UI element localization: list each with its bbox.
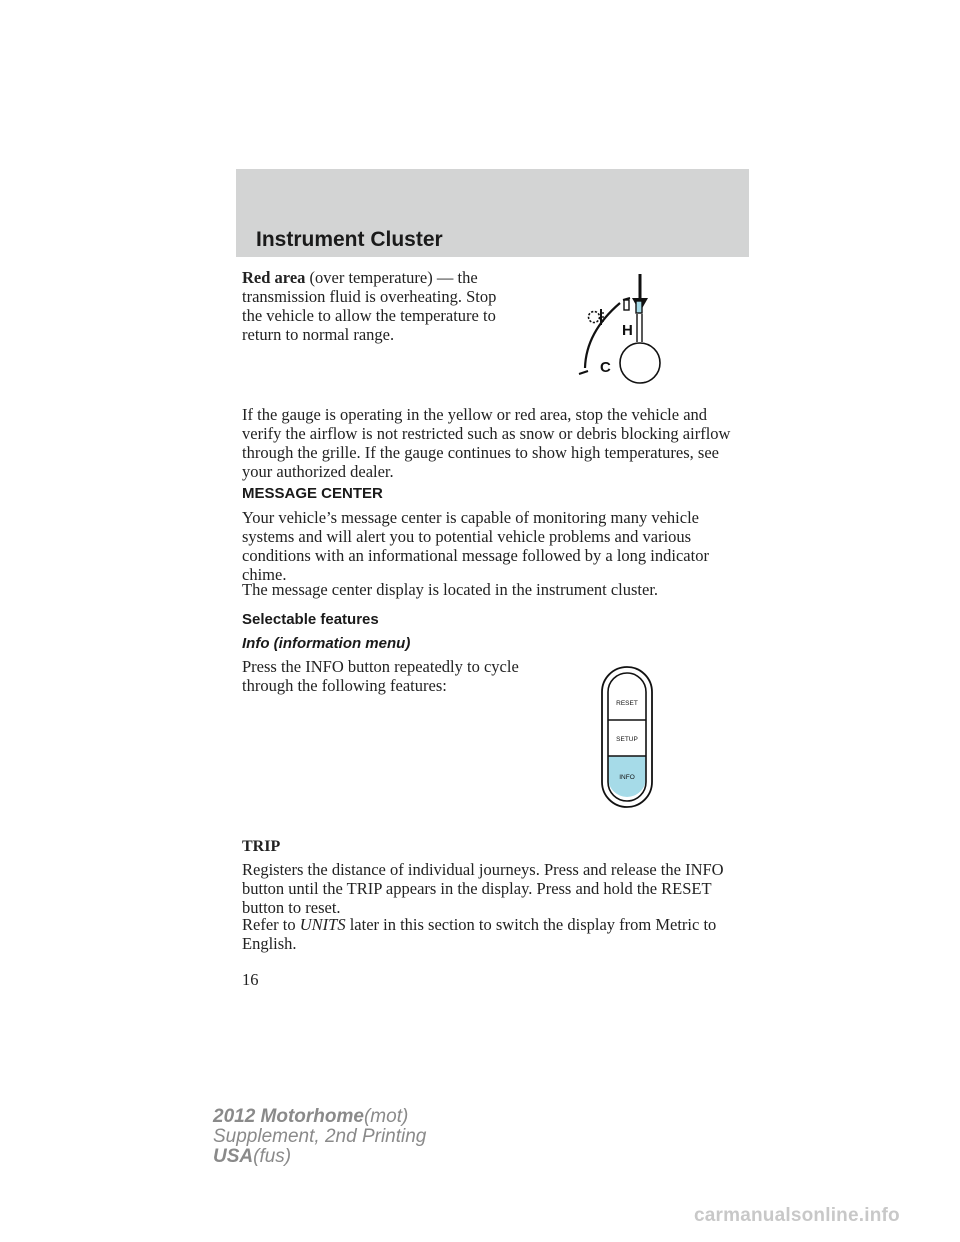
trip-heading: TRIP (242, 838, 281, 855)
units-reference-link: UNITS (299, 915, 346, 934)
units-reference-paragraph (242, 915, 747, 953)
selectable-features-heading: Selectable features (242, 611, 379, 628)
reset-button-label: RESET (616, 700, 638, 707)
message-center-heading: MESSAGE CENTER (242, 485, 383, 502)
message-center-location-paragraph: The message center display is located in the instrument cluster. (242, 580, 659, 599)
gauge-cold-label: C (600, 359, 611, 376)
footer-model-code: (mot) (363, 1106, 409, 1127)
steering-wheel-control-buttons (600, 665, 662, 815)
section-header-band (236, 169, 749, 257)
section-title: Instrument Cluster (256, 228, 443, 251)
gauge-warning-paragraph: If the gauge is operating in the yellow or red area, stop the vehicle and verify the airflow is not restricted such as snow or debris blocking airflow through the grille. If the gauge continues to show high temperatures, see your authorized dealer. (242, 405, 731, 481)
info-menu-subheading: Info (information menu) (242, 635, 411, 652)
message-center-paragraph: Your vehicle’s message center is capable of monitoring many vehicle systems and will alert you to potential vehicle problems and various conditions with an informational message followed by a long indicator chime. (242, 508, 709, 584)
red-area-text: (over temperature) — the transmission fluid is overheating. Stop the vehicle to allow the temperature to return to normal range. (242, 268, 497, 344)
info-button-label: INFO (619, 774, 635, 781)
document-footer (213, 1107, 426, 1167)
site-watermark: carmanualsonline.info (694, 1205, 900, 1226)
units-reference-post: later in this section to switch the display from Metric to English. (242, 915, 717, 953)
transmission-temperature-gauge (570, 268, 670, 388)
footer-model: 2012 Motorhome (213, 1106, 364, 1127)
info-button-intro: Press the INFO button repeatedly to cycle through the following features: (242, 657, 519, 695)
page-number: 16 (242, 970, 259, 989)
footer-market: USA (213, 1146, 254, 1167)
red-area-paragraph (242, 268, 520, 344)
setup-button-label: SETUP (616, 736, 638, 743)
units-reference-pre: Refer to (242, 915, 296, 934)
footer-market-code: (fus) (253, 1146, 292, 1167)
footer-printing: Supplement, 2nd Printing (213, 1126, 427, 1147)
gauge-hot-label: H (622, 322, 633, 339)
red-area-lead: Red area (242, 268, 306, 287)
transmission-temperature-icon (589, 309, 605, 325)
trip-paragraph: Registers the distance of individual journeys. Press and release the INFO button until the TRIP appears in the display. Press and hold the RESET button to reset. (242, 860, 724, 917)
